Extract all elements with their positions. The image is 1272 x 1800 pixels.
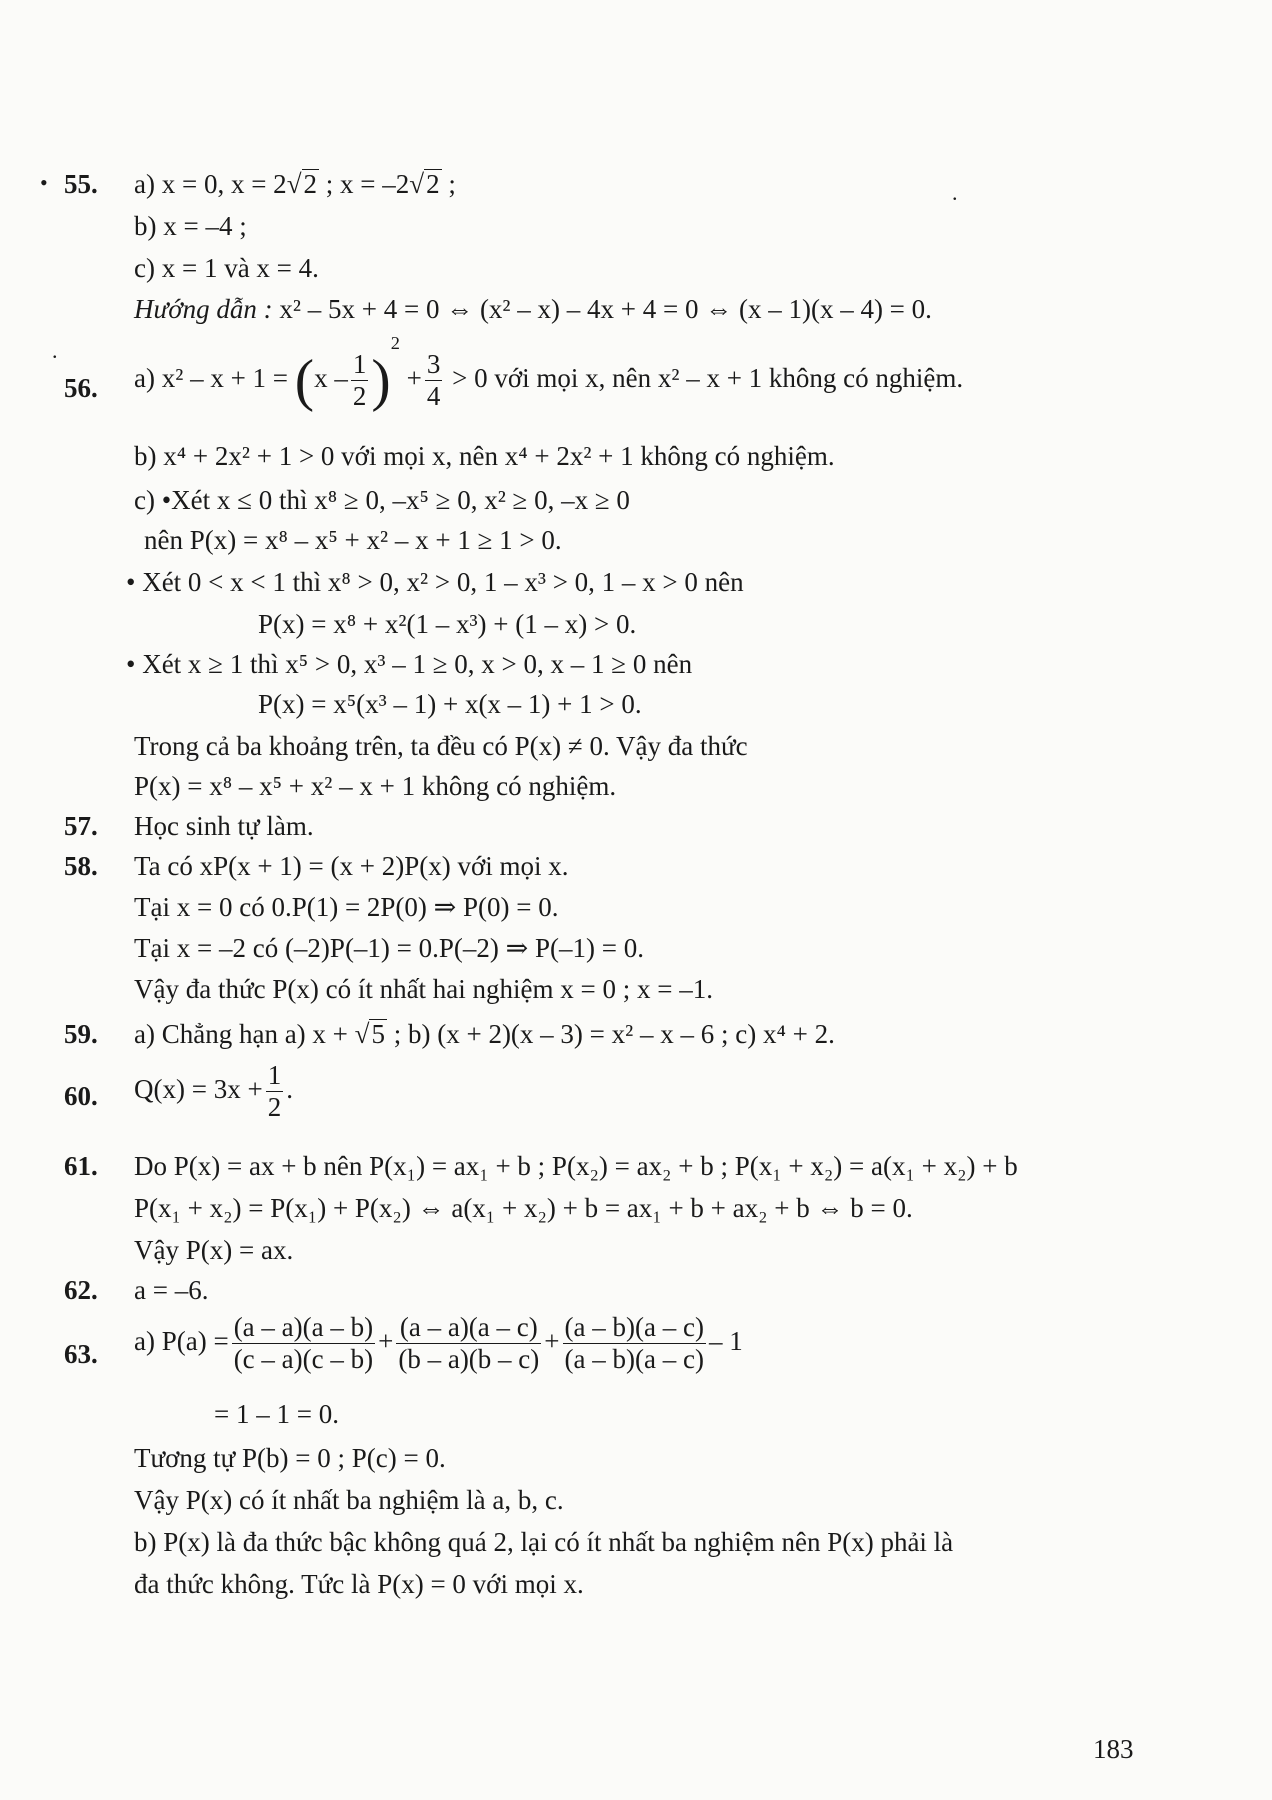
p56-line-c5: • Xét x ≥ 1 thì x⁵ > 0, x³ – 1 ≥ 0, x > 0, x – 1 ≥ 0 nên — [126, 649, 693, 679]
right-paren: ) — [371, 347, 391, 413]
p55-line-a — [134, 168, 456, 200]
numerator: (a – a)(a – c) — [399, 1312, 538, 1342]
p62-text: a = –6. — [134, 1275, 209, 1305]
p57-text: Học sinh tự làm. — [134, 811, 314, 841]
denominator: (b – a)(b – c) — [398, 1344, 540, 1375]
p56-a-inner: x – — [314, 362, 348, 393]
sqrt-symbol: √2 — [409, 169, 440, 199]
numerator: (a – a)(a – b) — [233, 1312, 374, 1342]
p56-line-c1: c) •Xét x ≤ 0 thì x⁸ ≥ 0, –x⁵ ≥ 0, x² ≥ 0, –x ≥ 0 — [134, 485, 630, 515]
denominator: 2 — [267, 1092, 282, 1123]
p58-line-3: Tại x = –2 có (–2)P(–1) = 0.P(–2) ⇒ P(–1) = 0. — [134, 933, 644, 963]
problem-number-59: 59. — [64, 1019, 98, 1049]
p56-line-a — [134, 332, 964, 413]
fraction-term-2 — [396, 1312, 541, 1375]
denominator: 2 — [352, 381, 367, 412]
p61-line-2: P(x₁ + x₂) = P(x₁) + P(x₂) ⇔ a(x₁ + x₂) + b = ax₁ + b + ax₂ + b ⇔ b = 0. — [134, 1193, 913, 1223]
scan-speck: . — [952, 180, 958, 205]
problem-number-58: 58. — [64, 851, 98, 881]
p63-line-4: Vậy P(x) có ít nhất ba nghiệm là a, b, c. — [134, 1485, 564, 1515]
p55-a-text: a) x = 0, x = 2 — [134, 169, 287, 199]
p60-start: Q(x) = 3x + — [134, 1073, 263, 1104]
p58-line-4: Vậy đa thức P(x) có ít nhất hai nghiệm x = 0 ; x = –1. — [134, 974, 713, 1004]
numerator: 1 — [352, 349, 367, 379]
problem-number-57: 57. — [64, 811, 98, 841]
radicand: 5 — [371, 1019, 385, 1049]
p63-line-5: b) P(x) là đa thức bậc không quá 2, lại có ít nhất ba nghiệm nên P(x) phải là — [134, 1527, 954, 1557]
p56-line-c6: P(x) = x⁵(x³ – 1) + x(x – 1) + 1 > 0. — [258, 689, 642, 719]
problem-number-56: 56. — [64, 373, 98, 403]
p56-line-c3: • Xét 0 < x < 1 thì x⁸ > 0, x² > 0, 1 – x³ > 0, 1 – x > 0 nên — [126, 567, 744, 597]
numerator: (a – b)(a – c) — [564, 1312, 704, 1342]
p58-line-2: Tại x = 0 có 0.P(1) = 2P(0) ⇒ P(0) = 0. — [134, 892, 559, 922]
p63-line-a — [134, 1312, 743, 1375]
problem-number-62: 62. — [64, 1275, 98, 1305]
denominator: 4 — [426, 381, 441, 412]
radicand: 2 — [426, 169, 440, 199]
minus-one: – 1 — [708, 1325, 743, 1356]
problem-number-61: 61. — [64, 1151, 98, 1181]
p63-line-6: đa thức không. Tức là P(x) = 0 với mọi x. — [134, 1569, 584, 1599]
problem-number-55: 55. — [64, 169, 98, 199]
scan-speck: . — [52, 338, 58, 363]
p59-a: a) Chẳng hạn a) x + — [134, 1019, 348, 1049]
p63-a-start: a) P(a) = — [134, 1325, 229, 1356]
page-number: 183 — [1093, 1734, 1134, 1764]
p60-line — [134, 1060, 293, 1123]
p55-line-b: b) x = –4 ; — [134, 211, 247, 241]
numerator: 3 — [426, 349, 441, 379]
fraction-term-1 — [232, 1312, 375, 1375]
p56-line-c7: Trong cả ba khoảng trên, ta đều có P(x) ≠ 0. Vậy đa thức — [134, 731, 748, 761]
hint-label: Hướng dẫn : — [134, 294, 273, 324]
fraction-three-quarters — [425, 349, 443, 412]
p56-line-c8: P(x) = x⁸ – x⁵ + x² – x + 1 không có nghiệm. — [134, 771, 617, 801]
numerator: 1 — [267, 1060, 282, 1090]
p55-line-c: c) x = 1 và x = 4. — [134, 253, 319, 283]
problem-number-63: 63. — [64, 1339, 98, 1369]
radicand: 2 — [303, 169, 318, 199]
p55-a-end: ; — [441, 169, 456, 199]
fraction-one-half — [351, 349, 369, 412]
fraction-one-half — [266, 1060, 284, 1123]
problem-number-60: 60. — [64, 1081, 98, 1111]
p63-line-3: Tương tự P(b) = 0 ; P(c) = 0. — [134, 1443, 446, 1473]
p56-line-b: b) x⁴ + 2x² + 1 > 0 với mọi x, nên x⁴ + 2x² + 1 không có nghiệm. — [134, 441, 835, 471]
p56-line-c4: P(x) = x⁸ + x²(1 – x³) + (1 – x) > 0. — [258, 609, 637, 639]
plus-sign: + — [406, 362, 422, 393]
sqrt-symbol: √5 — [354, 1019, 385, 1049]
fraction-term-3 — [563, 1312, 706, 1375]
denominator: (a – b)(a – c) — [564, 1344, 704, 1375]
p61-line-3: Vậy P(x) = ax. — [134, 1235, 294, 1265]
p56-line-c2: nên P(x) = x⁸ – x⁵ + x² – x + 1 ≥ 1 > 0. — [144, 525, 562, 555]
left-paren: ( — [294, 347, 315, 413]
p59-rest: ; b) (x + 2)(x – 3) = x² – x – 6 ; c) x⁴ + 2. — [386, 1019, 835, 1049]
p55-hint — [134, 293, 932, 325]
plus-sign: + — [544, 1325, 560, 1356]
p63-line-2: = 1 – 1 = 0. — [214, 1399, 339, 1429]
p56-a-start: a) x² – x + 1 = — [134, 362, 289, 393]
p55-a-mid: ; x = –2 — [319, 169, 410, 199]
denominator: (c – a)(c – b) — [233, 1344, 374, 1375]
p60-end: . — [286, 1073, 293, 1104]
exponent: 2 — [390, 332, 400, 353]
p58-line-1: Ta có xP(x + 1) = (x + 2)P(x) với mọi x. — [134, 851, 569, 881]
hint-text: x² – 5x + 4 = 0 ⇔ (x² – x) – 4x + 4 = 0 ⇔ (x – 1)(x – 4) = 0. — [272, 294, 932, 324]
p59-line — [134, 1018, 835, 1050]
scan-speck: • — [40, 170, 48, 195]
p56-a-end: > 0 với mọi x, nên x² – x + 1 không có nghiệm. — [452, 362, 964, 393]
plus-sign: + — [378, 1325, 394, 1356]
sqrt-symbol: √2 — [286, 169, 318, 199]
p61-line-1: Do P(x) = ax + b nên P(x₁) = ax₁ + b ; P(x₂) = ax₂ + b ; P(x₁ + x₂) = a(x₁ + x₂) + b — [134, 1151, 1018, 1181]
